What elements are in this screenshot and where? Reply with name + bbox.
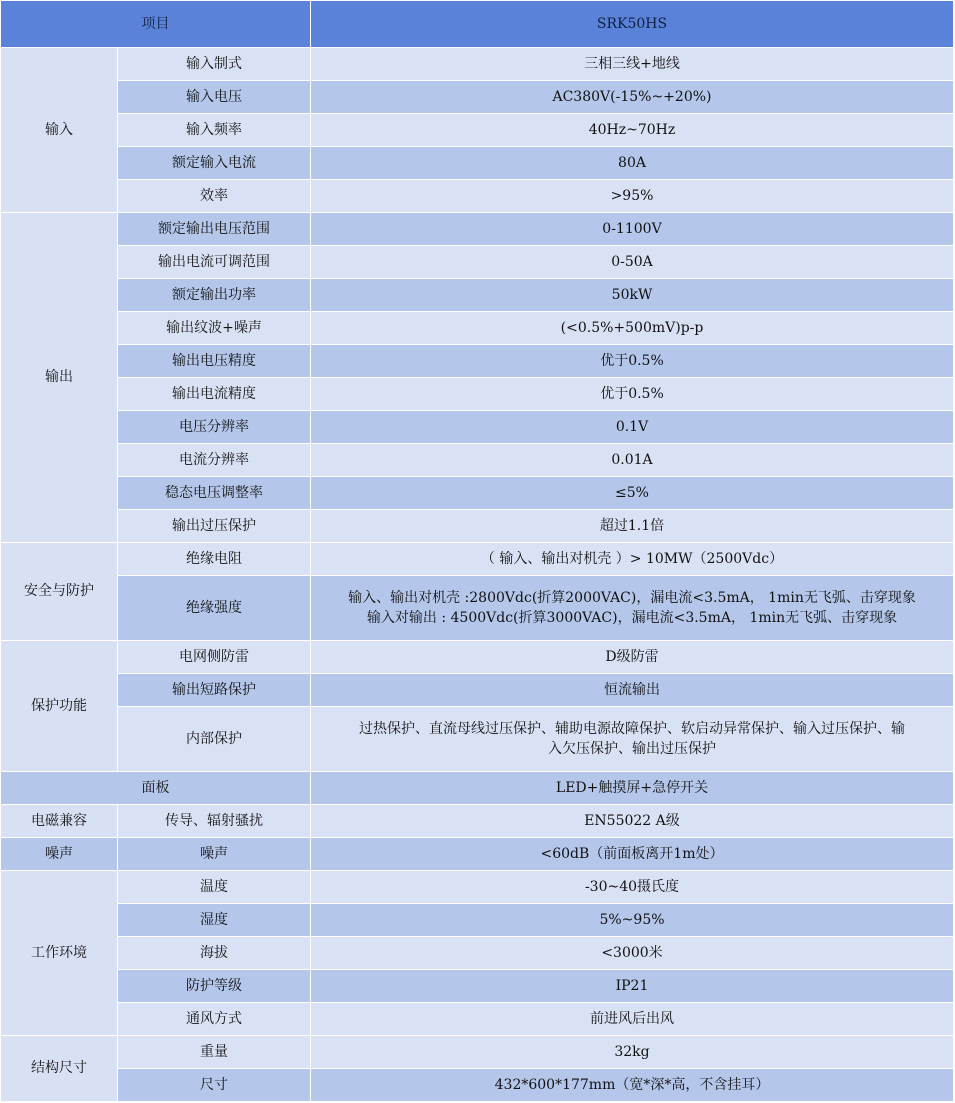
item-cell: 电压分辨率 bbox=[118, 411, 311, 444]
table-row bbox=[1, 970, 954, 1003]
value-cell: EN55022 A级 bbox=[311, 805, 954, 838]
table-row bbox=[1, 312, 954, 345]
item-cell: 额定输入电流 bbox=[118, 147, 311, 180]
value-cell: 80A bbox=[311, 147, 954, 180]
item-cell: 输入电压 bbox=[118, 81, 311, 114]
table-row bbox=[1, 1069, 954, 1102]
value-cell: AC380V(-15%~+20%) bbox=[311, 81, 954, 114]
table-header-row bbox=[1, 1, 954, 48]
value-line: 入欠压保护、输出过压保护 bbox=[548, 741, 716, 757]
value-cell: D级防雷 bbox=[311, 641, 954, 674]
table-row bbox=[1, 1003, 954, 1036]
item-cell: 输出过压保护 bbox=[118, 510, 311, 543]
table-row bbox=[1, 81, 954, 114]
table-row bbox=[1, 345, 954, 378]
item-cell: 输出电流精度 bbox=[118, 378, 311, 411]
item-cell: 输出纹波+噪声 bbox=[118, 312, 311, 345]
item-cell: 输出电流可调范围 bbox=[118, 246, 311, 279]
value-line: 输入、输出对机壳 :2800Vdc(折算2000VAC)，漏电流<3.5mA， 1min无飞弧、击穿现象 bbox=[348, 590, 916, 606]
table-row bbox=[1, 114, 954, 147]
item-cell: 输出电压精度 bbox=[118, 345, 311, 378]
item-cell: 湿度 bbox=[118, 904, 311, 937]
value-cell: <3000米 bbox=[311, 937, 954, 970]
table-row bbox=[1, 805, 954, 838]
table-row bbox=[1, 213, 954, 246]
value-cell: 优于0.5% bbox=[311, 378, 954, 411]
table-row bbox=[1, 772, 954, 805]
item-cell: 输入制式 bbox=[118, 48, 311, 81]
header-item: 项目 bbox=[1, 1, 311, 48]
group-noise: 噪声 bbox=[1, 838, 118, 871]
group-environment: 工作环境 bbox=[1, 871, 118, 1036]
item-cell: 输入频率 bbox=[118, 114, 311, 147]
table-row bbox=[1, 707, 954, 772]
value-cell: IP21 bbox=[311, 970, 954, 1003]
value-cell: -30~40摄氏度 bbox=[311, 871, 954, 904]
group-protection: 保护功能 bbox=[1, 641, 118, 772]
table-row bbox=[1, 246, 954, 279]
value-cell: 50kW bbox=[311, 279, 954, 312]
table-row bbox=[1, 937, 954, 970]
group-panel: 面板 bbox=[1, 772, 311, 805]
item-cell: 重量 bbox=[118, 1036, 311, 1069]
table-row bbox=[1, 1036, 954, 1069]
value-cell: 前进风后出风 bbox=[311, 1003, 954, 1036]
item-cell: 内部保护 bbox=[118, 707, 311, 772]
value-cell: <60dB（前面板离开1m处） bbox=[311, 838, 954, 871]
value-line: 输入对输出 : 4500Vdc(折算3000VAC)，漏电流<3.5mA， 1min无飞弧、击穿现象 bbox=[366, 610, 898, 626]
value-cell: ≤5% bbox=[311, 477, 954, 510]
table-row bbox=[1, 904, 954, 937]
item-cell: 电网侧防雷 bbox=[118, 641, 311, 674]
value-cell: 40Hz~70Hz bbox=[311, 114, 954, 147]
value-line: 过热保护、直流母线过压保护、辅助电源故障保护、软启动异常保护、输入过压保护、输 bbox=[359, 721, 905, 737]
value-cell: （ 输入、输出对机壳 ）> 10MW（2500Vdc） bbox=[311, 543, 954, 576]
value-cell: 0-50A bbox=[311, 246, 954, 279]
table-row bbox=[1, 147, 954, 180]
table-row bbox=[1, 576, 954, 641]
table-row bbox=[1, 641, 954, 674]
item-cell: 电流分辨率 bbox=[118, 444, 311, 477]
item-cell: 通风方式 bbox=[118, 1003, 311, 1036]
value-cell: 0.1V bbox=[311, 411, 954, 444]
item-cell: 稳态电压调整率 bbox=[118, 477, 311, 510]
item-cell: 效率 bbox=[118, 180, 311, 213]
value-cell: 优于0.5% bbox=[311, 345, 954, 378]
group-structure: 结构尺寸 bbox=[1, 1036, 118, 1102]
item-cell: 噪声 bbox=[118, 838, 311, 871]
item-cell: 海拔 bbox=[118, 937, 311, 970]
item-cell: 输出短路保护 bbox=[118, 674, 311, 707]
value-cell bbox=[311, 707, 954, 772]
value-cell bbox=[311, 576, 954, 641]
value-cell: 432*600*177mm（宽*深*高，不含挂耳） bbox=[311, 1069, 954, 1102]
table-row bbox=[1, 477, 954, 510]
group-emc: 电磁兼容 bbox=[1, 805, 118, 838]
item-cell: 尺寸 bbox=[118, 1069, 311, 1102]
value-cell: 超过1.1倍 bbox=[311, 510, 954, 543]
table-row bbox=[1, 543, 954, 576]
value-cell: 5%~95% bbox=[311, 904, 954, 937]
group-input: 输入 bbox=[1, 48, 118, 213]
value-cell: 三相三线+地线 bbox=[311, 48, 954, 81]
value-cell: (<0.5%+500mV)p-p bbox=[311, 312, 954, 345]
value-cell: >95% bbox=[311, 180, 954, 213]
value-cell: 恒流输出 bbox=[311, 674, 954, 707]
table-row bbox=[1, 674, 954, 707]
table-row bbox=[1, 279, 954, 312]
table-row bbox=[1, 444, 954, 477]
item-cell: 绝缘强度 bbox=[118, 576, 311, 641]
value-cell: 0-1100V bbox=[311, 213, 954, 246]
table-row bbox=[1, 510, 954, 543]
table-row bbox=[1, 180, 954, 213]
table-row bbox=[1, 871, 954, 904]
group-safety: 安全与防护 bbox=[1, 543, 118, 641]
table-row bbox=[1, 378, 954, 411]
item-cell: 传导、辐射骚扰 bbox=[118, 805, 311, 838]
header-model: SRK50HS bbox=[311, 1, 954, 48]
item-cell: 防护等级 bbox=[118, 970, 311, 1003]
item-cell: 绝缘电阻 bbox=[118, 543, 311, 576]
item-cell: 温度 bbox=[118, 871, 311, 904]
item-cell: 额定输出电压范围 bbox=[118, 213, 311, 246]
table-row bbox=[1, 48, 954, 81]
table-row bbox=[1, 411, 954, 444]
value-cell: 0.01A bbox=[311, 444, 954, 477]
value-cell: 32kg bbox=[311, 1036, 954, 1069]
item-cell: 额定输出功率 bbox=[118, 279, 311, 312]
table-row bbox=[1, 838, 954, 871]
value-cell: LED+触摸屏+急停开关 bbox=[311, 772, 954, 805]
group-output: 输出 bbox=[1, 213, 118, 543]
